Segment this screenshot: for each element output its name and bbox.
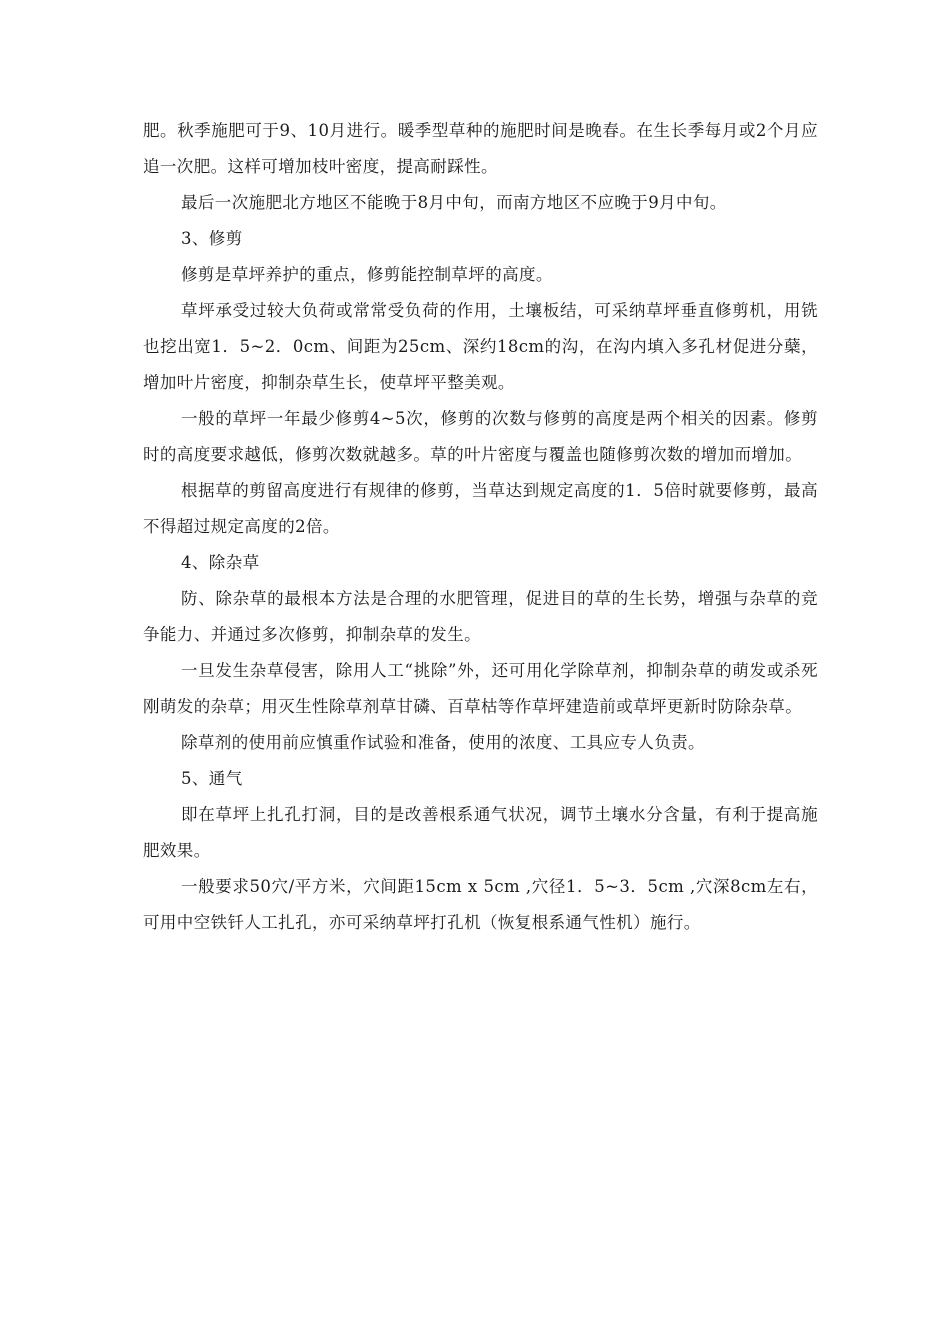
document-body — [143, 113, 818, 941]
paragraph-weed-chemical: 一旦发生杂草侵害，除用人工“挑除”外，还可用化学除草剂，抑制杂草的萌发或杀死刚萌发的杂草；用灭生性除草剂草甘磷、百草枯等作草坪建造前或草坪更新时防除杂草。 — [143, 661, 818, 716]
paragraph-aeration-spec: 一般要求50穴/平方米，穴间距15cm x 5cm ,穴径1．5~3．5cm ,穴深8cm左右，可用中空铁钎人工扎孔，亦可采纳草坪打孔机（恢复根系通气性机）施行。 — [143, 877, 818, 932]
paragraph-vertical-mowing: 草坪承受过较大负荷或常常受负荷的作用，土壤板结，可采纳草坪垂直修剪机，用铣也挖出宽1．5~2．0cm、间距为25cm、深约18cm的沟，在沟内填入多孔材促进分蘖，增加叶片密度，抑制杂草生长，使草坪平整美观。 — [143, 301, 818, 392]
section-heading-pruning: 3、修剪 — [181, 229, 243, 248]
paragraph-pruning-intro: 修剪是草坪养护的重点，修剪能控制草坪的高度。 — [181, 265, 553, 284]
section-heading-aeration: 5、通气 — [181, 769, 243, 788]
section-heading-weeding: 4、除杂草 — [181, 553, 260, 572]
paragraph-aeration-intro: 即在草坪上扎孔打洞，目的是改善根系通气状况，调节土壤水分含量，有利于提高施肥效果。 — [143, 805, 818, 860]
paragraph-fertilizing-continued: 肥。秋季施肥可于9、10月进行。暖季型草种的施肥时间是晚春。在生长季每月或2个月应追一次肥。这样可增加枝叶密度，提高耐踩性。 — [143, 121, 818, 176]
paragraph-pruning-frequency: 一般的草坪一年最少修剪4~5次，修剪的次数与修剪的高度是两个相关的因素。修剪时的高度要求越低，修剪次数就越多。草的叶片密度与覆盖也随修剪次数的增加而增加。 — [143, 409, 818, 464]
paragraph-pruning-height: 根据草的剪留高度进行有规律的修剪，当草达到规定高度的1．5倍时就要修剪，最高不得超过规定高度的2倍。 — [143, 481, 818, 536]
paragraph-last-fertilizing: 最后一次施肥北方地区不能晚于8月中旬，而南方地区不应晚于9月中旬。 — [181, 193, 727, 212]
paragraph-herbicide-caution: 除草剂的使用前应慎重作试验和准备，使用的浓度、工具应专人负责。 — [181, 733, 705, 752]
paragraph-weed-prevention: 防、除杂草的最根本方法是合理的水肥管理，促进目的草的生长势，增强与杂草的竞争能力、并通过多次修剪，抑制杂草的发生。 — [143, 589, 818, 644]
